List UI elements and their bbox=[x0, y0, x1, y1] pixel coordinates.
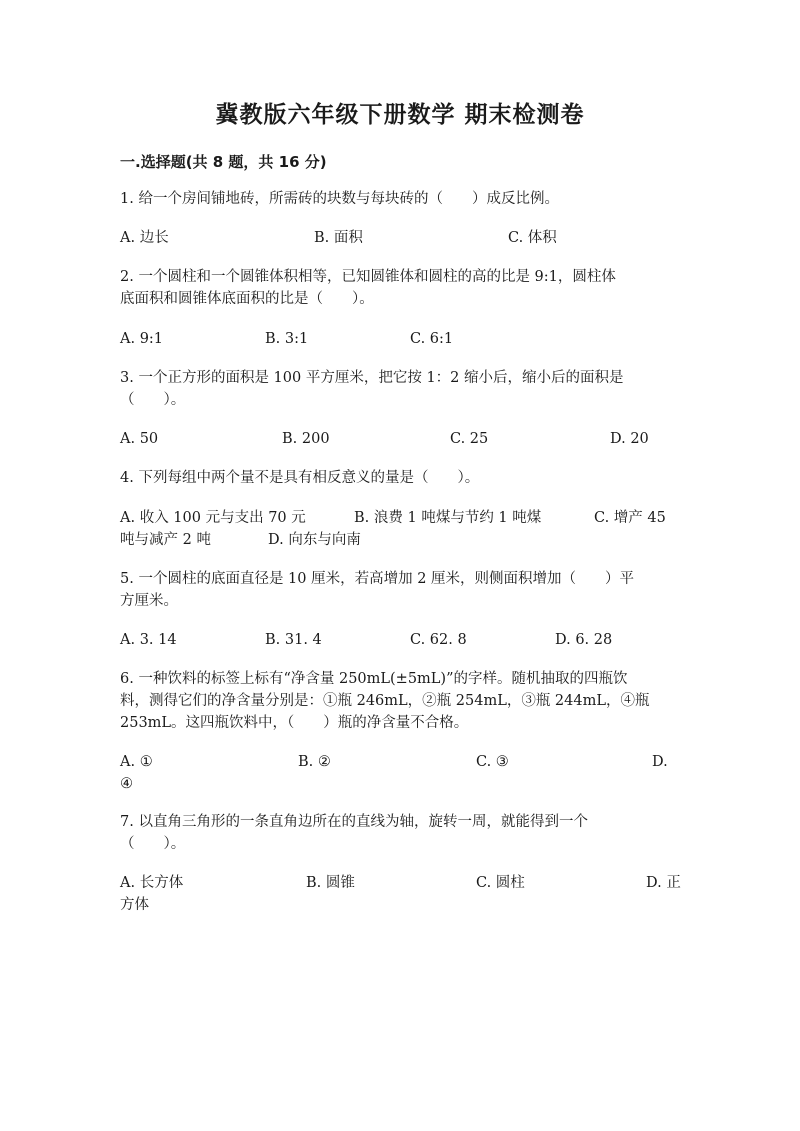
question-2-line-2: 底面积和圆锥体底面积的比是（ ）。 bbox=[120, 291, 374, 307]
question-7 bbox=[120, 811, 680, 855]
option-a: A. 50 bbox=[120, 431, 159, 447]
option-a: A. ① bbox=[120, 754, 153, 770]
option-a: A. 长方体 bbox=[120, 875, 184, 891]
question-5-line-1: 5. 一个圆柱的底面直径是 10 厘米，若高增加 2 厘米，则侧面积增加（ ）平 bbox=[120, 571, 635, 587]
question-6 bbox=[120, 668, 680, 734]
option-d: D. bbox=[652, 754, 668, 770]
option-a: A. 收入 100 元与支出 70 元 bbox=[120, 510, 306, 526]
option-b: B. ② bbox=[298, 754, 331, 770]
question-5 bbox=[120, 568, 680, 612]
question-3-options bbox=[120, 428, 680, 450]
question-7-line-2: （ ）。 bbox=[120, 836, 186, 852]
question-7-options bbox=[120, 872, 680, 916]
question-3 bbox=[120, 367, 680, 411]
option-a: A. 9:1 bbox=[120, 331, 164, 347]
option-b: B. 面积 bbox=[314, 230, 363, 246]
option-b: B. 3:1 bbox=[265, 331, 309, 347]
option-b: B. 31. 4 bbox=[265, 632, 322, 648]
option-b: B. 浪费 1 吨煤与节约 1 吨煤 bbox=[354, 510, 542, 526]
option-b: B. 圆锥 bbox=[306, 875, 355, 891]
option-b: B. 200 bbox=[282, 431, 330, 447]
question-5-line-2: 方厘米。 bbox=[120, 593, 178, 609]
question-5-options bbox=[120, 629, 680, 651]
option-c: C. 6:1 bbox=[410, 331, 454, 347]
question-1-options bbox=[120, 227, 680, 249]
option-a: A. 边长 bbox=[120, 230, 169, 246]
question-6-options bbox=[120, 751, 680, 795]
question-3-line-1: 3. 一个正方形的面积是 100 平方厘米，把它按 1：2 缩小后，缩小后的面积是 bbox=[120, 370, 624, 386]
question-4-options bbox=[120, 507, 680, 551]
option-c: C. 62. 8 bbox=[410, 632, 467, 648]
question-4: 4. 下列每组中两个量不是具有相反意义的量是（ ）。 bbox=[120, 470, 480, 486]
question-7-line-1: 7. 以直角三角形的一条直角边所在的直线为轴，旋转一周，就能得到一个 bbox=[120, 814, 588, 830]
question-3-line-2: （ ）。 bbox=[120, 392, 186, 408]
option-c: C. 圆柱 bbox=[476, 875, 525, 891]
option-d-continued: 方体 bbox=[120, 897, 149, 913]
option-c: C. 25 bbox=[450, 431, 489, 447]
option-c: C. 增产 45 bbox=[594, 510, 666, 526]
question-6-line-1: 6. 一种饮料的标签上标有“净含量 250mL(±5mL)”的字样。随机抽取的四瓶饮 bbox=[120, 671, 628, 687]
question-2 bbox=[120, 266, 680, 310]
option-c: C. 体积 bbox=[508, 230, 557, 246]
option-c-continued: 吨与减产 2 吨 bbox=[120, 532, 211, 548]
question-6-line-3: 253mL。这四瓶饮料中，（ ）瓶的净含量不合格。 bbox=[120, 715, 469, 731]
option-c: C. ③ bbox=[476, 754, 509, 770]
option-a: A. 3. 14 bbox=[120, 632, 177, 648]
section-heading: 一.选择题(共 8 题，共 16 分) bbox=[120, 153, 327, 171]
option-d: D. 正 bbox=[646, 875, 681, 891]
question-2-options bbox=[120, 328, 680, 350]
option-d-continued: ④ bbox=[120, 776, 133, 792]
question-6-line-2: 料，测得它们的净含量分别是：①瓶 246mL，②瓶 254mL，③瓶 244mL，④瓶 bbox=[120, 693, 650, 709]
question-1: 1. 给一个房间铺地砖，所需砖的块数与每块砖的（ ）成反比例。 bbox=[120, 191, 559, 207]
question-2-line-1: 2. 一个圆柱和一个圆锥体积相等，已知圆锥体和圆柱的高的比是 9:1，圆柱体 bbox=[120, 269, 616, 285]
option-d: D. 6. 28 bbox=[555, 632, 613, 648]
page-title: 冀教版六年级下册数学 期末检测卷 bbox=[215, 102, 585, 128]
option-d: D. 向东与向南 bbox=[268, 532, 361, 548]
option-d: D. 20 bbox=[610, 431, 649, 447]
